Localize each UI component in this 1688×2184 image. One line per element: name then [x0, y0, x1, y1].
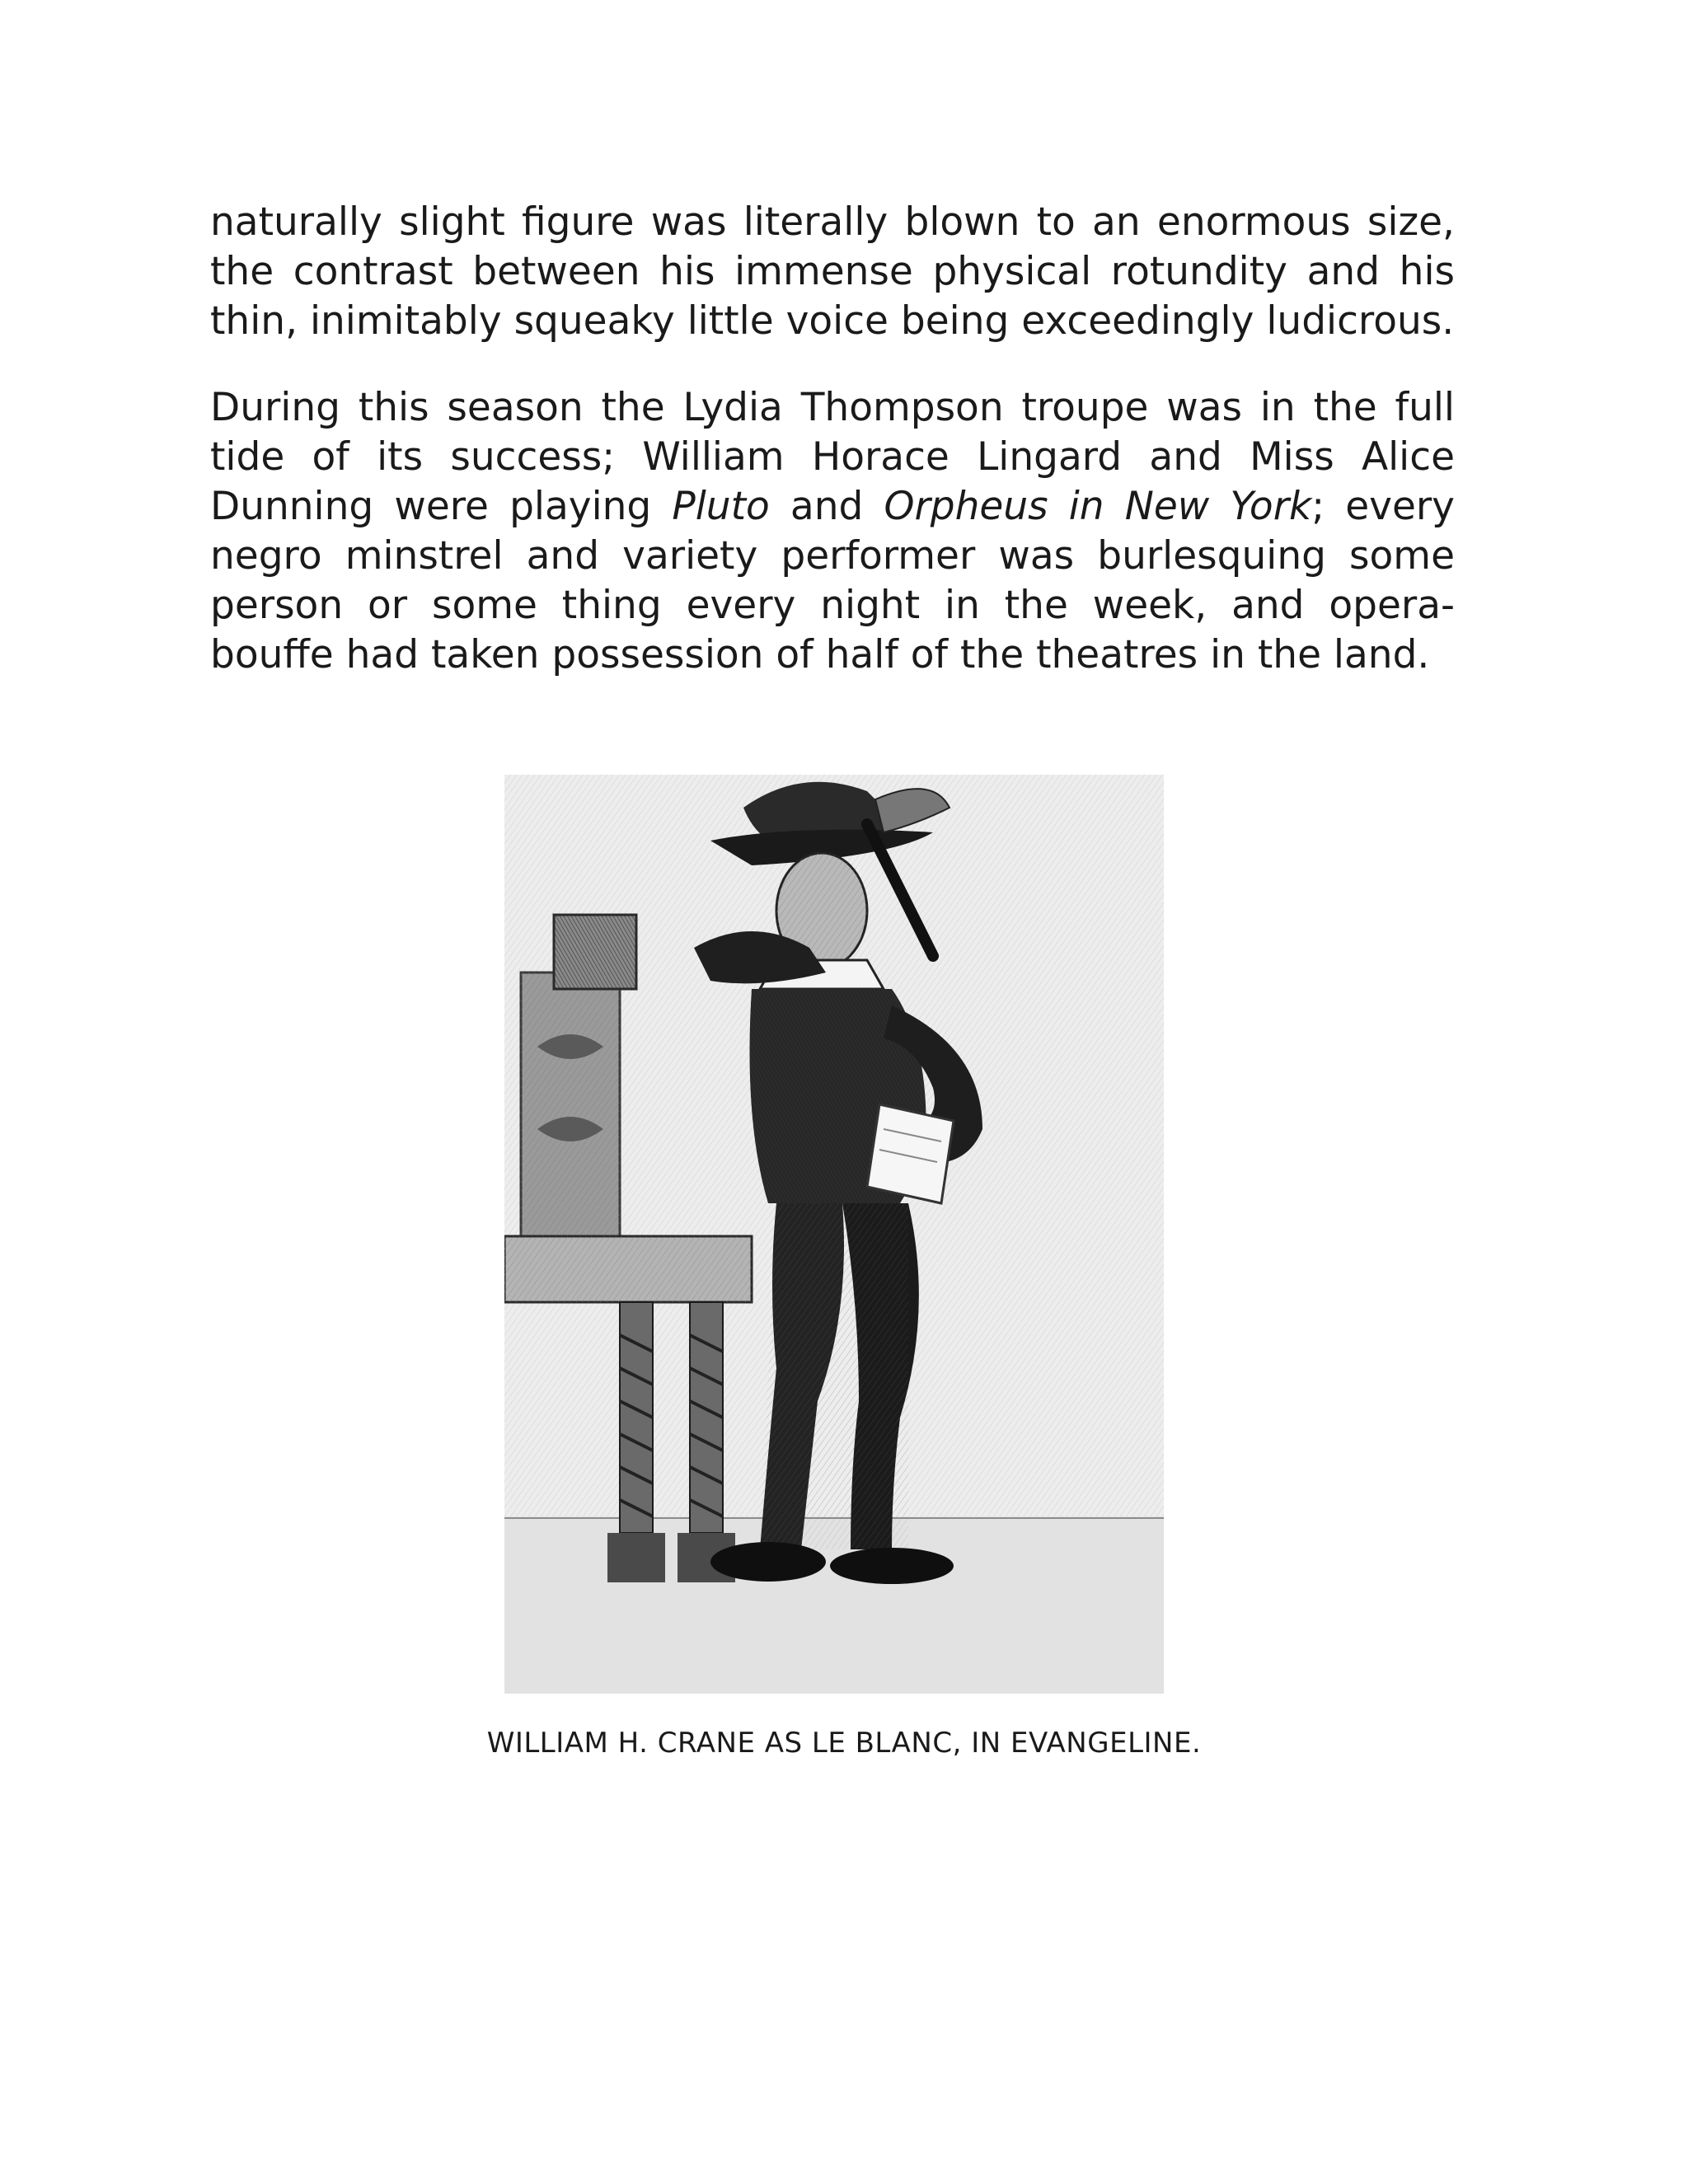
engraving-illustration	[504, 775, 1164, 1694]
engraving-drawing	[504, 775, 1164, 1694]
figure-caption: WILLIAM H. CRANE AS LE BLANC, IN EVANGELINE.	[486, 1727, 1202, 1760]
paragraph-2-text-part-3: ; every negro minstrel and variety performer was burlesquing some person or some thing every night in the week, and opera-bouffe had taken possession of half of the theatres in the land.	[210, 484, 1455, 677]
paragraph-2-text-part-1: During this season the Lydia Thompson troupe was in the full tide of its success; William Horace Lingard and Miss Alice Dunning were playing	[210, 385, 1455, 529]
paragraph-2	[210, 383, 1455, 680]
paragraph-2-text-part-2: and	[769, 484, 884, 529]
title-pluto: Pluto	[672, 484, 770, 529]
paragraph-1-text: naturally slight figure was literally blown to an enormous size, the contrast between his immense physical rotundity and his thin, inimitably squeaky little voice being exceedingly ludicrous.	[210, 199, 1455, 344]
title-orpheus-in-new-york: Orpheus in New York	[884, 484, 1312, 529]
paragraph-1	[210, 198, 1455, 346]
